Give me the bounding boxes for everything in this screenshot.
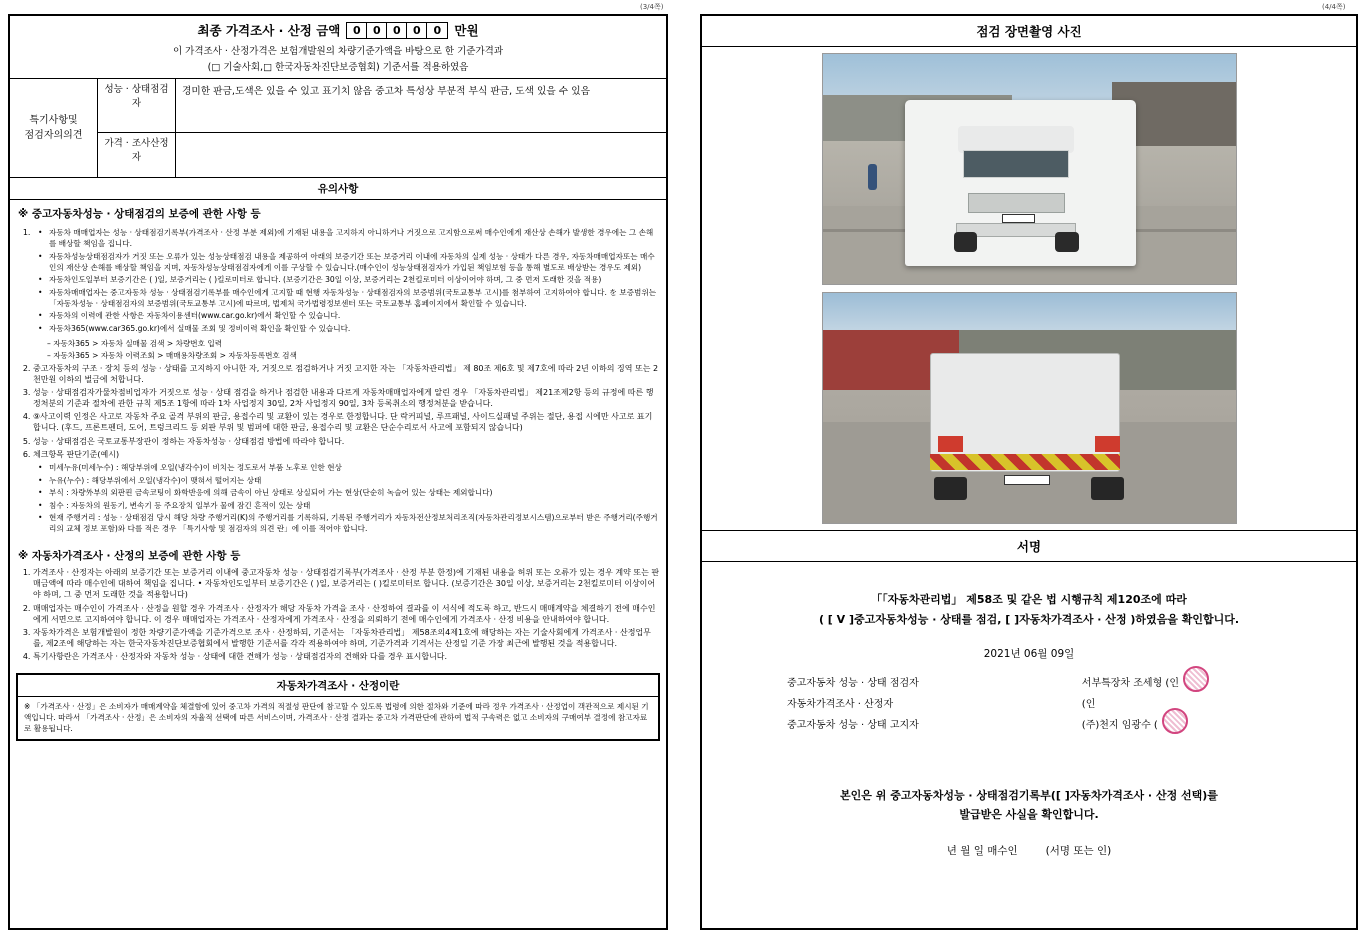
seal-stamp-icon xyxy=(1162,708,1188,734)
section2-item-2: 2. 매매업자는 매수인이 가격조사 · 산정을 원할 경우 가격조사 · 산정자가 해당 자동차 가격을 조사 · 산정하여 결과를 이 서식에 적도록 하고, 반드시 매매계약을 체결하기 전에 매수인에게 서면으로 고지하여야 합니다. 이 경우 매매업자는 가격조사 · 산정자에게 가격조사 · 산정을 의뢰하기 전에 매수인에게 가격조사 · 산정 비용을 안내하여야 합니다. xyxy=(33,603,660,625)
definition-box xyxy=(16,673,660,741)
signer-row xyxy=(765,713,1293,734)
bullet: • 부식 : 차량外부의 외판핀 금속코팅이 화학반응에 의해 금속이 아닌 상태로 상실되어 가는 현상(단순히 녹슬어 있는 상태는 제외합니다) xyxy=(47,487,660,498)
buyer-confirm-line-1: 본인은 위 중고자동차성능 · 상태점검기록부([ ]자동차가격조사 · 산정 선택)를 xyxy=(840,788,1218,802)
photo-truck-rear-wheel-right xyxy=(1091,477,1124,500)
photo-truck-windshield xyxy=(963,150,1069,178)
buyer-confirm-line-2: 발급받은 사실을 확인합니다. xyxy=(959,808,1099,822)
section1-item-5: 5. 성능 · 상태점검은 국토교통부장관이 정하는 자동차성능 · 상태점검 방법에 따라야 합니다. xyxy=(33,436,660,447)
amount-digit-2: 0 xyxy=(367,23,387,38)
bullet: • 누유(누수) : 해당부위에서 오일(냉각수)이 맺혀서 떨어지는 상태 xyxy=(47,475,660,486)
price-subtitle-1: 이 가격조사 · 산정가격은 보험개발원의 차량기준가액을 바탕으로 한 기준가격과 xyxy=(172,46,504,57)
opinion-section xyxy=(10,79,666,178)
inspection-photo-rear xyxy=(822,292,1237,524)
section1-item-1-bullets xyxy=(33,227,660,334)
signer-row xyxy=(765,692,1293,713)
photo-truck-rear-wheel-left xyxy=(934,477,967,500)
opinion-row-inspector xyxy=(98,79,666,133)
section1-item-1-sub-1: – 자동차365 > 자동차 실매물 검색 > 차량번호 입력 xyxy=(47,338,223,348)
signer-name xyxy=(1082,695,1293,710)
signer-role: 중고자동차 성능 · 상태 점검자 xyxy=(786,677,919,689)
section1-item-6-text: 체크항목 판단기준(예시) xyxy=(33,449,120,459)
section2-item-4: 4. 특기사항란은 가격조사 · 산정자와 자동차 성능 · 상태에 대한 견해가 성능 · 상태점검자의 견해와 다를 경우 표시합니다. xyxy=(33,651,660,662)
section1-item-4: 4. ⑨사고이력 인정은 사고로 자동차 주요 골격 부위의 판금, 용접수리 및 교환이 있는 경우로 한정합니다. 단 락커피널, 루프패널, 사이드실패널 주위는 절단, 용접 시에만 사고로 표기합니다. (후드, 프론트펜더, 도어, 트렁크리드 등 외판 부위 및 범퍼에 대한 판금, 용접수리 및 교환은 단순수리로서 사고에 포함되지 않습니다) xyxy=(33,411,660,433)
section1-item-1-sub-2: – 자동차365 > 자동차 이력조회 > 매매용차량조회 > 자동차등록번호 검색 xyxy=(47,350,297,360)
section1-item-1 xyxy=(33,227,660,361)
section1-item-2: 2. 중고자동차의 구조 · 장치 등의 성능 · 상태를 고지하지 아니한 자, 거짓으로 점검하거나 거짓 고지한 자는 「자동차관리법」 제 80조 제6호 및 제7호에 따라 2년 이하의 징역 또는 2천만원 이하의 벌금에 처합니다. xyxy=(33,363,660,385)
signer-list xyxy=(765,671,1293,734)
signer-name-text: (주)천지 임광수 ( xyxy=(1081,719,1158,731)
signer-role: 자동차가격조사 · 산정자 xyxy=(786,698,894,710)
section1-body xyxy=(10,227,666,542)
bullet: • 침수 : 자동차의 원동기, 변속기 등 주요장치 일부가 물에 잠긴 흔적이 있는 상태 xyxy=(47,500,660,511)
bullet: • 자동차매매업자는 중고자동차 성능 · 상태점검기록부를 매수인에게 고지할 때 현행 자동차성능 · 상태점검자의 보증범위(국토교통부 고시)를 첨부하여 고지하여야 합니다. を 보증범위는 「자동차성능 · 상태점검자의 보증범위(국토교통부 고시)에 따르며, 법제처 국가법령정보센터 또는 국토교통부 홈페이지에서 확인할 수 있습니다. xyxy=(47,287,660,309)
section2-item-1: 1. 가격조사 · 산정자는 아래의 보증기간 또는 보증거리 이내에 중고자동차 성능 · 상태점검기록부(가격조사 · 산정 부분 한정)에 기재된 내용을 허위 또는 오류가 있는 경우 계약 또는 판매금액에 따라 매수인에 대하여 책임을 집니다. • 자동차인도일부터 보증기간은 ( )일, 보증거리는 ( )킬로미터로 합니다. (보증기간은 30일 이상, 보증거리는 2천킬로미터 이상이어야 하며, 그 중 먼저 도래한 것을 적용합니다) xyxy=(33,567,660,601)
photo-truck-wheel-right xyxy=(1055,232,1078,252)
bullet: • 미세누유(미세누수) : 해당부위에 오일(냉각수)이 비치는 정도로서 부품 노후로 인한 현상 xyxy=(47,462,660,473)
amount-unit: 만원 xyxy=(454,23,479,38)
signature-section xyxy=(702,562,1356,868)
bullet: • 1. 자동차 매매업자는 성능 · 상태점검기록부(가격조사 · 산정 부분 제외)에 기재된 내용을 고지하지 아니하거나 거짓으로 고지함으로써 매수인에게 재산상 손해가 발생한 경우에는 그 손해를 배상할 책임을 집니다. xyxy=(47,227,660,249)
opinion-row-appraiser xyxy=(98,133,666,177)
bullet: • 자동차365(www.car365.go.kr)에서 실매물 조회 및 정비이력 확인을 확인할 수 있습니다. xyxy=(47,323,660,334)
photo-truck-license-plate xyxy=(1002,214,1034,222)
seal-stamp-icon xyxy=(1183,666,1209,692)
buyer-signature-field[interactable]: (서명 또는 인) xyxy=(1045,845,1112,858)
section2-heading: ※ 자동차가격조사 · 산정의 보증에 관한 사항 등 xyxy=(18,550,241,562)
right-page xyxy=(700,14,1358,930)
opinion-rows xyxy=(98,79,666,177)
photo-truck-rear-plate xyxy=(1004,475,1049,485)
opinion-row-appraiser-value xyxy=(176,133,666,177)
section1-heading: ※ 중고자동차성능 · 상태점검의 보증에 관한 사항 등 xyxy=(18,208,261,220)
definition-title: 자동차가격조사 · 산정이란 xyxy=(18,675,658,697)
definition-body: ※ 「가격조사 · 산정」은 소비자가 매매계약을 체결함에 있어 중고차 가격의 적절성 판단에 참고할 수 있도록 법령에 의한 절차와 기준에 따라 정우 가격조사 · 산정업이 객관적으로 제시된 기액입니다. 따라서 「가격조사 · 산정」은 소비자의 자율적 선택에 따른 서비스이며, 가격조사 · 산정 결과는 중고차 가격판단에 관하여 법적 구속력은 없고 소비자의 구매여부 결정에 참고자료로 활용됩니다. xyxy=(24,701,649,734)
bullet: • 자동차성능상태점검자가 거짓 또는 오류가 있는 성능상태점검 내용을 제공하여 아래의 보증기간 또는 보증거리 이내에 자동차의 실제 성능 · 상태가 다른 경우, 자동차매매업자또는 매수인의 재산상 손해를 배상할 책임을 지며, 자동차성능상태점검자에게 이를 구상할 수 있습니다.(매수인이 성능상태점검자가 가입된 책임보험 등을 통해 별도로 배상받는 경우도 제외) xyxy=(47,251,660,273)
signer-name xyxy=(1082,674,1293,689)
amount-digit-5: 0 xyxy=(433,23,442,37)
buyer-signature-row xyxy=(722,825,1336,858)
section1-item-6-bullets xyxy=(33,462,660,534)
photo-person xyxy=(868,164,877,190)
section2-item-3: 3. 자동차가격은 보험개발원이 정한 차량기준가액을 기준가격으로 조사 · 산정하되, 기준서는 「자동차관리법」 제58조의4제1호에 해당하는 자는 기술사회에게 가격조사 · 산정업무를, 제2조에 해당하는 자는 한국자동차진단보증협회에서 발행한 기준서를 각각 적용하여야 하며, 기준가격과 기격서는 산정일 기준 가장 최근에 발행된 것을 적용합니다. xyxy=(33,627,660,649)
page-mark-right: (4/4쪽) xyxy=(1322,3,1346,11)
signer-role: 중고자동차 성능 · 상태 고지자 xyxy=(786,719,919,731)
amount-digit-4: 0 xyxy=(407,23,427,38)
section2-list xyxy=(16,567,660,663)
photo-truck-grille xyxy=(968,193,1065,213)
signer-row xyxy=(765,671,1293,692)
bullet: • 자동차의 이력에 관한 사항은 자동차이용센터(www.car.go.kr)에서 확인할 수 있습니다. xyxy=(47,310,660,321)
notice-bar: 유의사항 xyxy=(10,178,666,200)
photo-truck-wheel-left xyxy=(954,232,977,252)
inspection-photo-front xyxy=(822,53,1237,285)
opinion-row-appraiser-key: 가격 · 조사산정자 xyxy=(98,133,176,177)
signer-name-text: (인 xyxy=(1081,698,1096,710)
opinion-section-label: 특기사항및 점검자의의견 xyxy=(10,79,98,177)
amount-digit-3: 0 xyxy=(387,23,407,38)
opinion-row-inspector-key: 성능 · 상태점검자 xyxy=(98,79,176,132)
bullet: • 현재 주행거리 : 성능 · 상태점검 당시 해당 차량 주행거리(K)의 주행거리를 기록하되, 기록된 주행거리가 자동차전산정보처리조직(자동차관리정보시스템)으로부터 받은 주행거리(주행거리의 교체 정보 포함)와 다를 적은 경우 「특기사항 및 점검자의 의견 란」에 이를 적어야 합니다. xyxy=(47,512,660,534)
section1-item-6 xyxy=(33,449,660,534)
photo-truck-taillight-right xyxy=(1095,436,1120,452)
section2-body xyxy=(10,567,666,669)
signer-name-text: 서부특장차 조세형 (인 xyxy=(1081,677,1179,689)
section1-list xyxy=(16,227,660,534)
bullet: • 자동차인도일부터 보증기간은 ( )일, 보증거리는 ( )킬로미터로 합니다. (보증기간은 30일 이상, 보증거리는 2천킬로미터 이상이어야 하며, 그 중 먼저 도래한 것을 적용) xyxy=(47,274,660,285)
photo-truck-taillight-left xyxy=(938,436,963,452)
signer-name xyxy=(1082,716,1293,731)
opinion-row-inspector-value: 경미한 판금,도색은 있을 수 있고 표기치 않음 중고차 특성상 부분적 부식 판금, 도색 있을 수 있음 xyxy=(182,86,590,97)
photo-section-title: 점검 장면촬영 사진 xyxy=(702,16,1356,47)
section1-item-3: 3. 성능 · 상태점검자가물차점비업자가 거짓으로 성능 · 상태 점검을 하거나 점검한 내용과 다르게 자동차매매업자에게 알린 경우 「자동차관리법」 제21조제2항 등의 규정에 따른 행정처분의 기준과 절차에 관한 규칙 제5조 1항에 따라 1차 사업정지 30일, 2차 사업정지 90일, 3차 등록취소의 행정처분을 받습니다. xyxy=(33,387,660,409)
photo-truck-hazard-stripe xyxy=(930,454,1120,470)
final-price-title: 최종 가격조사 · 산정 금액 xyxy=(197,23,341,38)
buyer-date-field[interactable]: 년 월 일 매수인 xyxy=(946,845,1018,858)
price-summary-block xyxy=(10,16,666,79)
declaration-line-1: 「「자동차관리법」 제58조 및 같은 법 시행규칙 제120조에 따라 xyxy=(871,593,1187,606)
page-mark-left: (3/4쪽) xyxy=(640,3,664,11)
final-price-title-row xyxy=(10,16,666,42)
left-page xyxy=(8,14,668,930)
photo-section xyxy=(702,47,1356,531)
photo-truck-body xyxy=(905,100,1136,266)
amount-digit-1: 0 xyxy=(347,23,367,38)
signature-date: 2021년 06월 09일 xyxy=(983,647,1075,660)
amount-box xyxy=(346,22,448,39)
signature-section-title: 서명 xyxy=(702,531,1356,562)
declaration-line-2: ( [ V ]중고자동차성능 · 상태를 점검, [ ]자동차가격조사 · 산정 )하였음을 확인합니다. xyxy=(818,612,1240,626)
price-subtitle-2: (□ 기술사회,□ 한국자동차진단보증협회) 기준서를 적용하였음 xyxy=(207,62,469,73)
